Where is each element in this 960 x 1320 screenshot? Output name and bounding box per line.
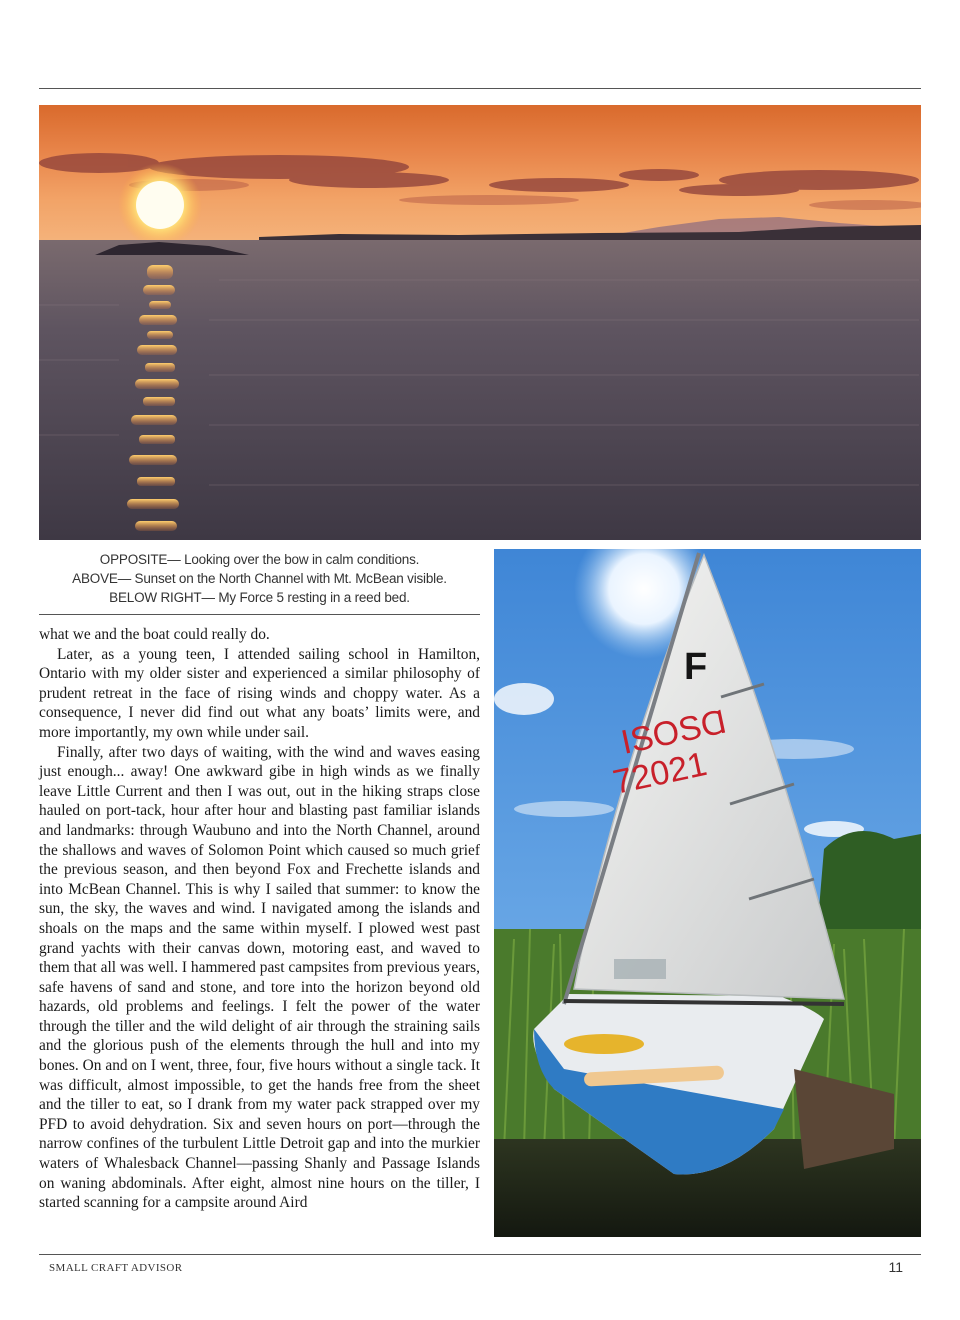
sail-number-line2: 72021: [609, 744, 711, 802]
sail-number-line1: ISOSⱭ: [617, 702, 730, 762]
caption-line-opposite: OPPOSITE— Looking over the bow in calm conditions.: [99, 552, 420, 567]
publication-name: SMALL CRAFT ADVISOR: [49, 1262, 183, 1274]
caption-line-above: ABOVE— Sunset on the North Channel with Mt. McBean visible.: [72, 571, 447, 586]
footer-rule: [39, 1254, 921, 1255]
photo-caption: [39, 550, 480, 607]
top-rule: [39, 88, 921, 89]
sailboat-photo: [494, 549, 921, 1237]
article-paragraph: Finally, after two days of waiting, with the wind and waves easing just enough... away! One awkward gibe in high winds as we finally leave Little Current and then I was out, out in the hiking straps close hauled on port-tack, hour after hour and blasting past familiar islands and landmarks: through Waubuno and into the North Channel, around the shallows and waves of Solomon Point which caused so much grief the previous season, and then beyond Fox and Frechette islands and into McBean Channel. This is why I sailed that summer: to know the sun, the sky, the waves and wind. I navigated among the islands and shoals on the maps and the same within myself. I plowed west past grand yachts with their canvas down, motoring east, and waved to them that all was well. I hammered past campsites from previous years, safe havens of sand and stone, and tore into the horizon beyond old hazards, old problems and feelings. I felt the power of the water through the tiller and the wild delight of air through the straining sails and the glorious push of the elements through the hull and into my bones. On and on I went, three, four, five hours without a single tack. It was difficult, almost impossible, to get the hands free from the sheet and the tiller to eat, so I drank from my water pack strapped over my PFD to avoid dehydration. Six and seven hours on port—through the narrow confines of the turbulent Little Detroit gap and into the murkier waters of Whalesback Channel—passing Shanly and Passage Islands on waning abdominals. After eight, almost nine hours on the tiller, I started scanning for a campsite around Aird: [39, 743, 480, 1212]
article-paragraph: what we and the boat could really do.: [39, 626, 270, 643]
caption-line-below-right: BELOW RIGHT— My Force 5 resting in a reed bed.: [109, 590, 410, 605]
sail-class-letter: F: [684, 646, 708, 688]
sunset-photo: [39, 105, 921, 540]
caption-rule: [39, 614, 480, 615]
page-number: 11: [888, 1259, 903, 1275]
article-body: [39, 625, 480, 1213]
article-paragraph: Later, as a young teen, I attended sailing school in Hamilton, Ontario with my older sister and experienced a similar philosophy of prudent retreat in the face of rising winds and choppy water. As a consequence, I never did find out what any boats’ limits were, and more importantly, my own while under sail.: [39, 645, 480, 741]
